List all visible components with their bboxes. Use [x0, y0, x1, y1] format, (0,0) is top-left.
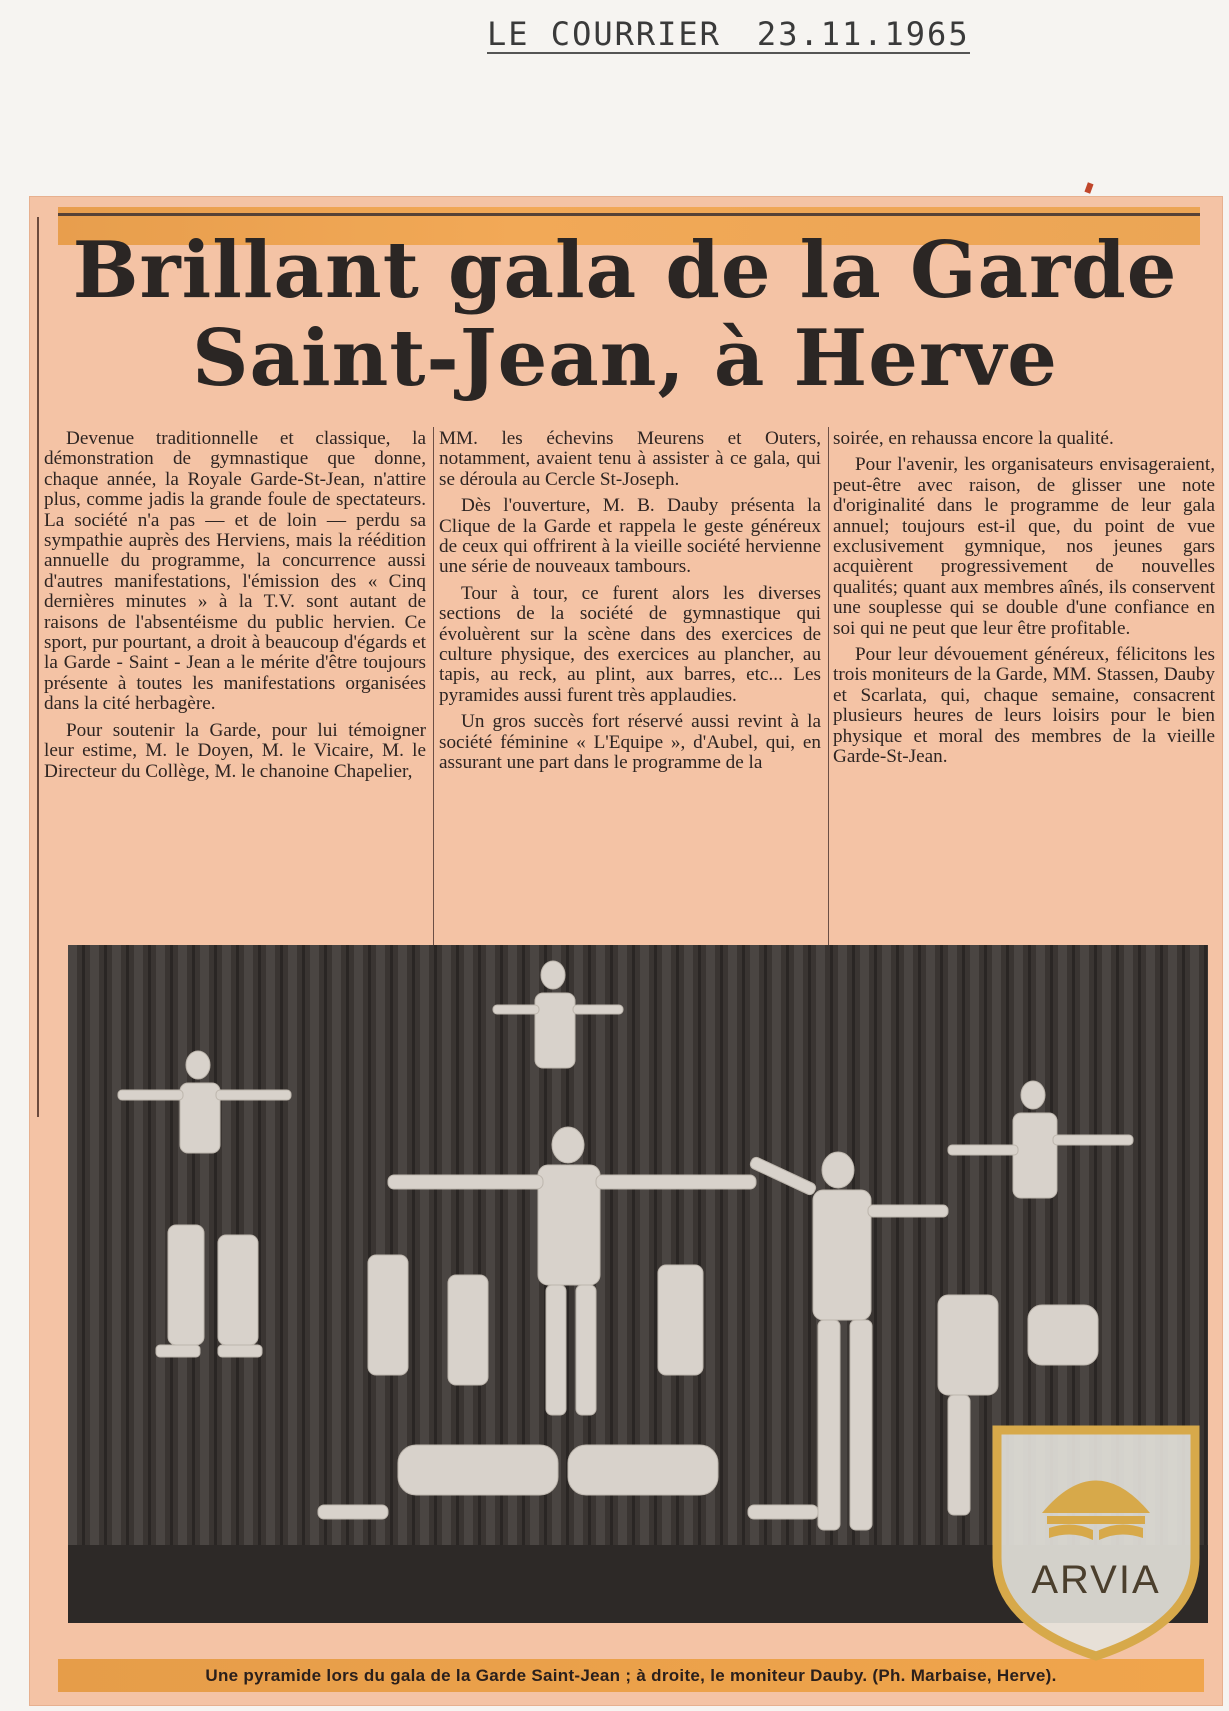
- paragraph: Pour soutenir la Garde, pour lui témoigner leur estime, M. le Doyen, M. le Vicaire, M. le Directeur du Collège, M. le chanoine Chapelier,: [44, 719, 426, 782]
- left-border-rule: [37, 217, 39, 1117]
- photo-caption: Une pyramide lors du gala de la Garde Saint-Jean ; à droite, le moniteur Dauby. (Ph. Marbaise, Herve).: [58, 1659, 1204, 1692]
- paragraph: Devenue traditionnelle et classique, la démonstration de gymnastique que donne, chaque année, la Royale Garde-St-Jean, n'attire plus, comme jadis la grande foule de spectateurs. La société n'a pas — et de loin — perdu sa sympathie auprès des Herviens, mais la réédition annuelle du programme, la concurrence aussi d'autres manifestations, l'émission des « Cinq dernières minutes » à la T.V. sont autant de raisons de l'absentéisme du public hervien. Ce sport, pur pourtant, a droit à beaucoup d'égards et la Garde - Saint - Jean a le mérite d'être toujours présente à toutes les manifestations organisées dans la cité herbagère.: [44, 428, 426, 715]
- paragraph: Dès l'ouverture, M. B. Dauby présenta la Clique de la Garde et rappela le geste généreux de ceux qui offrirent à la vieille société hervienne une série de nouveaux tambours.: [439, 495, 821, 578]
- article-column-1: [44, 429, 426, 788]
- paragraph: Tour à tour, ce furent alors les diverses sections de la société de gymnastique qui évoluèrent sur la scène dans des exercices de culture physique, des exercices au plancher, au tapis, au reck, au plint, aux barres, etc... Les pyramides aussi furent très applaudies.: [439, 582, 821, 706]
- watermark-text: ARVIA: [1031, 1558, 1161, 1602]
- paragraph: Un gros succès fort réservé aussi revint à la société féminine « L'Equipe », d'Aubel, qui, en assurant une part dans le programme de la: [439, 711, 821, 774]
- stamp-paper-name: LE COURRIER: [487, 15, 721, 53]
- archive-stamp: [487, 15, 970, 54]
- paragraph: Pour l'avenir, les organisateurs envisageraient, peut-être avec raison, de glisser une note d'originalité dans le programme de leur gala annuel; toujours est-il que, du point de vue exclusivement gymnique, nos jeunes gars acquièrent progressivement de nouvelles qualités; quant aux membres aînés, ils conservent une souplesse qui se double d'une confiance en soi qui ne peut que leur être profitable.: [833, 454, 1215, 639]
- paragraph: MM. les échevins Meurens et Outers, notamment, avaient tenu à assister à ce gala, qui se déroula au Cercle St-Joseph.: [439, 428, 821, 490]
- paragraph: soirée, en rehaussa encore la qualité.: [833, 428, 1114, 449]
- stamp-date: 23.11.1965: [756, 15, 970, 53]
- red-ink-mark: [1084, 182, 1093, 193]
- headline-line-2: Saint-Jean, à Herve: [192, 313, 1058, 404]
- paragraph: Pour leur dévouement généreux, félicitons les trois moniteurs de la Garde, MM. Stassen, Dauby et Scarlata, qui, chaque semaine, consacrent plusieurs heures de leurs loisirs pour le bien physique et moral des membres de la vieille Garde-St-Jean.: [833, 644, 1215, 768]
- article-column-2: [439, 429, 821, 780]
- arvia-watermark: [987, 1418, 1205, 1662]
- headline-line-1: Brillant gala de la Garde: [72, 225, 1178, 316]
- article-column-3: [833, 429, 1215, 774]
- article-headline: [50, 227, 1200, 403]
